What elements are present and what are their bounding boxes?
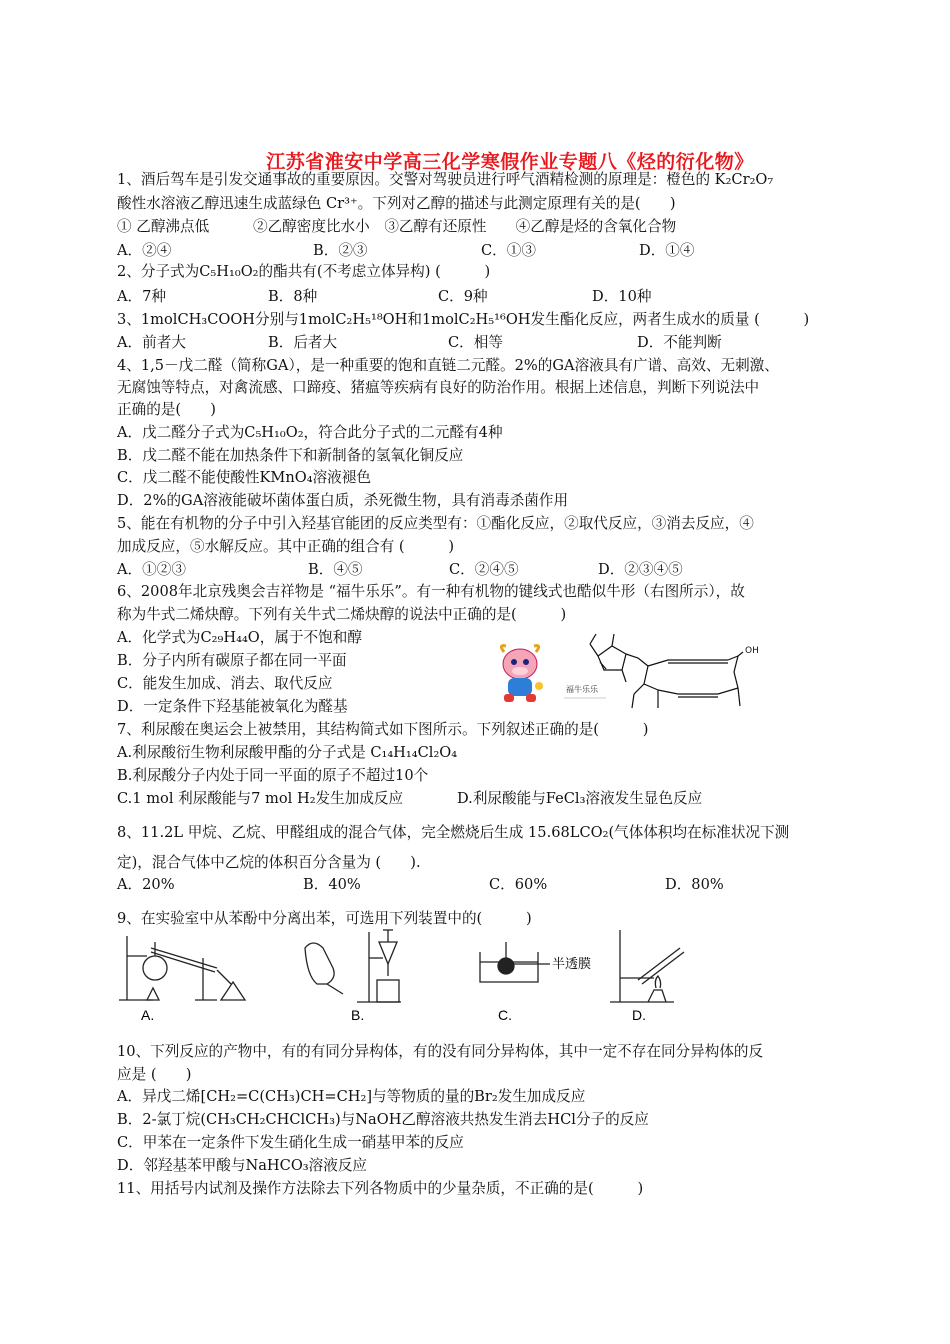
- q5-option-d: D．②③④⑤: [598, 561, 683, 578]
- q4-option-a: A．戊二醛分子式为C₅H₁₀O₂，符合此分子式的二元醛有4种: [117, 424, 503, 441]
- apparatus-a-label: A.: [141, 1007, 155, 1023]
- q7-option-b: B.利尿酸分子内处于同一平面的原子不超过10个: [117, 767, 429, 784]
- q7-option-c: C.1 mol 利尿酸能与7 mol H₂发生加成反应: [117, 790, 404, 807]
- q6-option-b: B．分子内所有碳原子都在同一平面: [117, 652, 347, 669]
- q5-option-b: B．④⑤: [308, 561, 363, 578]
- q2-line1: 2、分子式为C₅H₁₀O₂的酯共有(不考虑立体异构) ( ): [117, 263, 491, 280]
- q10-option-c: C．甲苯在一定条件下发生硝化生成一硝基甲苯的反应: [117, 1134, 464, 1151]
- q5-option-a: A．①②③: [117, 561, 186, 578]
- q1-option-d: D．①④: [639, 242, 695, 259]
- q1-option-a: A．②④: [117, 242, 172, 259]
- q7-option-d: D.利尿酸能与FeCl₃溶液发生显色反应: [457, 790, 703, 807]
- q1-line3: ① 乙醇沸点低 ②乙醇密度比水小 ③乙醇有还原性 ④乙醇是烃的含氧化合物: [117, 218, 677, 235]
- q10-line1: 10、下列反应的产物中，有的有同分异构体，有的没有同分异构体，其中一定不存在同分异构体的反: [117, 1043, 764, 1060]
- apparatus-c-label: C.: [498, 1007, 512, 1023]
- q3-option-b: B．后者大: [268, 334, 338, 351]
- q8-line2: 定)，混合气体中乙烷的体积百分含量为 ( ).: [117, 854, 421, 871]
- apparatus-b-label: B.: [351, 1007, 365, 1023]
- dienynol-skeletal-formula: [578, 628, 778, 718]
- q5-option-c: C．②④⑤: [449, 561, 519, 578]
- q4-line3: 正确的是( ): [117, 401, 216, 418]
- q8-option-b: B．40%: [303, 876, 361, 893]
- page-title: 江苏省淮安中学高三化学寒假作业专题八《烃的衍化物》: [266, 151, 754, 173]
- oh-label: OH: [745, 646, 759, 656]
- q7-option-a: A.利尿酸衍生物利尿酸甲酯的分子式是 C₁₄H₁₄Cl₂O₄: [117, 744, 458, 761]
- q4-line2: 无腐蚀等特点，对禽流感、口蹄疫、猪瘟等疾病有良好的防治作用。根据上述信息，判断下列说法中: [117, 379, 760, 396]
- q1-line1: 1、酒后驾车是引发交通事故的重要原因。交警对驾驶员进行呼气酒精检测的原理是：橙色的 K₂Cr₂O₇: [117, 171, 774, 188]
- q2-option-d: D．10种: [592, 288, 652, 305]
- q11-line1: 11、用括号内试剂及操作方法除去下列各物质中的少量杂质，不正确的是( ): [117, 1180, 644, 1197]
- q10-option-b: B．2-氯丁烷(CH₃CH₂CHClCH₃)与NaOH乙醇溶液共热发生消去HCl分子的反应: [117, 1111, 649, 1128]
- q4-option-b: B．戊二醛不能在加热条件下和新制备的氢氧化铜反应: [117, 447, 464, 464]
- apparatus-d-label: D.: [632, 1007, 646, 1023]
- q3-option-a: A．前者大: [117, 334, 186, 351]
- q8-option-c: C．60%: [489, 876, 548, 893]
- q6-option-d: D．一定条件下羟基能被氧化为醛基: [117, 698, 348, 715]
- semipermeable-membrane-label: 半透膜: [552, 957, 592, 972]
- q10-line2: 应是 ( ): [117, 1066, 192, 1083]
- apparatus-d-heating: [604, 928, 714, 1024]
- q9-line1: 9、在实验室中从苯酚中分离出苯，可选用下列装置中的( ): [117, 910, 532, 927]
- q3-option-c: C．相等: [448, 334, 503, 351]
- q2-option-a: A．7种: [117, 288, 167, 305]
- q10-option-a: A．异戊二烯[CH₂=C(CH₃)CH=CH₂]与等物质的量的Br₂发生加成反应: [117, 1088, 586, 1105]
- q5-line1: 5、能在有机物的分子中引入羟基官能团的反应类型有：①酯化反应，②取代反应，③消去反应，④: [117, 515, 754, 532]
- q8-option-d: D．80%: [665, 876, 724, 893]
- q7-line1: 7、利尿酸在奥运会上被禁用，其结构简式如下图所示。下列叙述正确的是( ): [117, 721, 649, 738]
- q6-option-c: C．能发生加成、消去、取代反应: [117, 675, 333, 692]
- q8-line1: 8、11.2L 甲烷、乙烷、甲醛组成的混合气体，完全燃烧后生成 15.68LCO₂(气体体积均在标准状况下测: [117, 824, 790, 841]
- q1-option-c: C．①③: [481, 242, 536, 259]
- q4-option-c: C．戊二醛不能使酸性KMnO₄溶液褪色: [117, 469, 371, 486]
- q6-option-a: A．化学式为C₂₉H₄₄O，属于不饱和醇: [117, 629, 362, 646]
- q1-option-b: B．②③: [313, 242, 368, 259]
- q5-line2: 加成反应，⑤水解反应。其中正确的组合有 ( ): [117, 538, 455, 555]
- apparatus-b-separatory-funnel: [297, 928, 417, 1024]
- apparatus-c-dialysis: [470, 928, 610, 1024]
- q3-line1: 3、1molCH₃COOH分别与1molC₂H₅¹⁸OH和1molC₂H₅¹⁶OH发生酯化反应，两者生成水的质量 ( ): [117, 311, 810, 328]
- q10-option-d: D．邻羟基苯甲酸与NaHCO₃溶液反应: [117, 1157, 368, 1174]
- q4-line1: 4、1,5－戊二醛（简称GA），是一种重要的饱和直链二元醛。2%的GA溶液具有广谱、高效、无刺激、: [117, 357, 779, 374]
- q1-line2: 酸性水溶液乙醇迅速生成蓝绿色 Cr³⁺。下列对乙醇的描述与此测定原理有关的是( ): [117, 195, 676, 212]
- q6-line2: 称为牛式二烯炔醇。下列有关牛式二烯炔醇的说法中正确的是( ): [117, 606, 567, 623]
- q3-option-d: D．不能判断: [637, 334, 722, 351]
- q2-option-b: B．8种: [268, 288, 318, 305]
- apparatus-a-distillation: [117, 928, 267, 1024]
- q2-option-c: C．9种: [438, 288, 488, 305]
- q6-line1: 6、2008年北京残奥会吉祥物是 “福牛乐乐”。有一种有机物的键线式也酷似牛形（右图所示），故: [117, 583, 745, 600]
- mascot-caption: 福牛乐乐: [566, 685, 598, 694]
- q4-option-d: D．2%的GA溶液能破坏菌体蛋白质，杀死微生物，具有消毒杀菌作用: [117, 492, 569, 509]
- q8-option-a: A．20%: [117, 876, 175, 893]
